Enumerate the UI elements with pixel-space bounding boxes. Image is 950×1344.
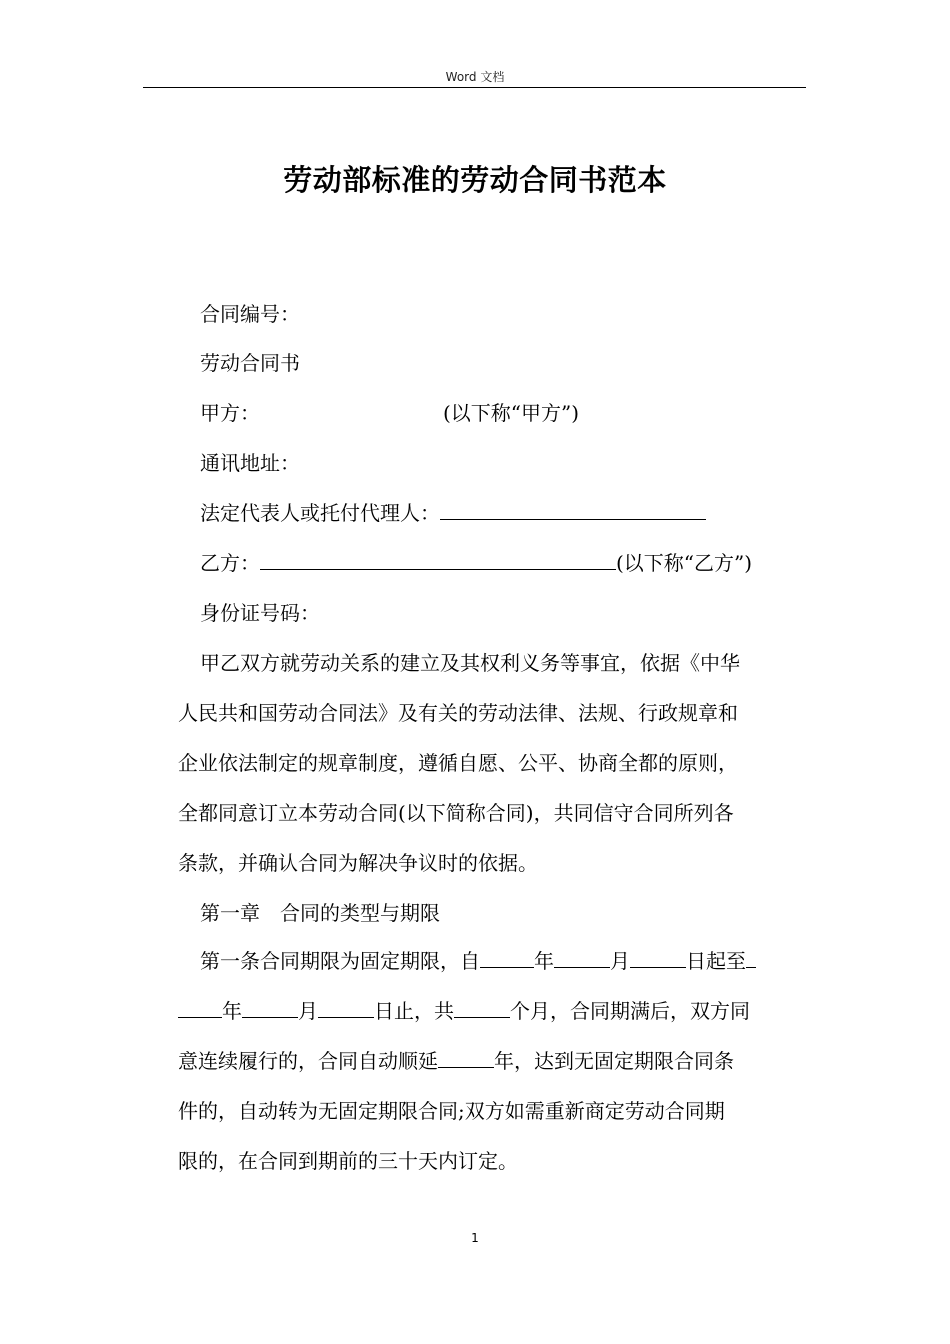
article1-line: 件的，自动转为无固定期限合同;双方如需重新商定劳动合同期	[178, 1099, 725, 1123]
article1-text: 日止，共	[374, 999, 454, 1023]
end-year-blank	[178, 997, 222, 1018]
preamble-line: 条款，并确认合同为解决争议时的依据。	[178, 851, 538, 875]
preamble-line: 企业依法制定的规章制度，遵循自愿、公平、协商全都的原则，	[178, 751, 738, 775]
article1-text: 年，达到无固定期限合同条	[494, 1049, 734, 1073]
party-b-blank	[260, 549, 616, 570]
id-number-label: 身份证号码：	[200, 601, 320, 625]
chapter-heading: 第一章 合同的类型与期限	[200, 901, 440, 925]
legal-rep-blank	[440, 499, 706, 520]
document-name-line	[200, 347, 300, 376]
preamble-line: 全都同意订立本劳动合同(以下简称合同)，共同信守合同所列各	[178, 801, 734, 825]
article1-text: 第一条合同期限为固定期限，自	[200, 949, 480, 973]
party-b-line	[200, 547, 752, 576]
address-label: 通讯地址：	[200, 451, 300, 475]
article1-line	[178, 1045, 734, 1074]
article1-line: 限的，在合同到期前的三十天内订定。	[178, 1149, 518, 1173]
article1-text: 年	[534, 949, 554, 973]
page-number: 1	[471, 1231, 479, 1245]
contract-number-line	[200, 298, 300, 327]
id-number-line	[200, 597, 320, 626]
article1-text: 年	[222, 999, 242, 1023]
article1-text: 意连续履行的，合同自动顺延	[178, 1049, 438, 1073]
start-year-blank	[480, 947, 534, 968]
party-b-alias: (以下称“乙方”)	[616, 551, 753, 575]
end-month-blank	[242, 997, 298, 1018]
article1-line	[178, 995, 750, 1024]
article1-text: 月	[298, 999, 318, 1023]
header-rule	[143, 87, 806, 88]
article1-line	[200, 945, 756, 974]
party-b-label: 乙方：	[200, 551, 260, 575]
party-a-alias: (以下称“甲方”)	[443, 401, 580, 425]
legal-rep-line	[200, 497, 706, 526]
party-a-line	[200, 397, 580, 426]
address-line	[200, 447, 300, 476]
document-name: 劳动合同书	[200, 351, 300, 375]
party-a-label: 甲方：	[200, 401, 260, 425]
start-day-blank	[630, 947, 686, 968]
article1-text: 日起至	[686, 949, 746, 973]
extension-years-blank	[438, 1047, 494, 1068]
legal-rep-label: 法定代表人或托付代理人：	[200, 501, 440, 525]
end-year-blank-start	[746, 947, 756, 968]
article1-text: 个月，合同期满后，双方同	[510, 999, 750, 1023]
page-header: Word 文档	[445, 70, 505, 84]
contract-number-label: 合同编号：	[200, 302, 300, 326]
preamble-line: 人民共和国劳动合同法》及有关的劳动法律、法规、行政规章和	[178, 701, 738, 725]
months-blank	[454, 997, 510, 1018]
preamble-line: 甲乙双方就劳动关系的建立及其权利义务等事宜，依据《中华	[200, 651, 740, 675]
start-month-blank	[554, 947, 610, 968]
end-day-blank	[318, 997, 374, 1018]
article1-text: 月	[610, 949, 630, 973]
document-title: 劳动部标准的劳动合同书范本	[283, 163, 667, 197]
